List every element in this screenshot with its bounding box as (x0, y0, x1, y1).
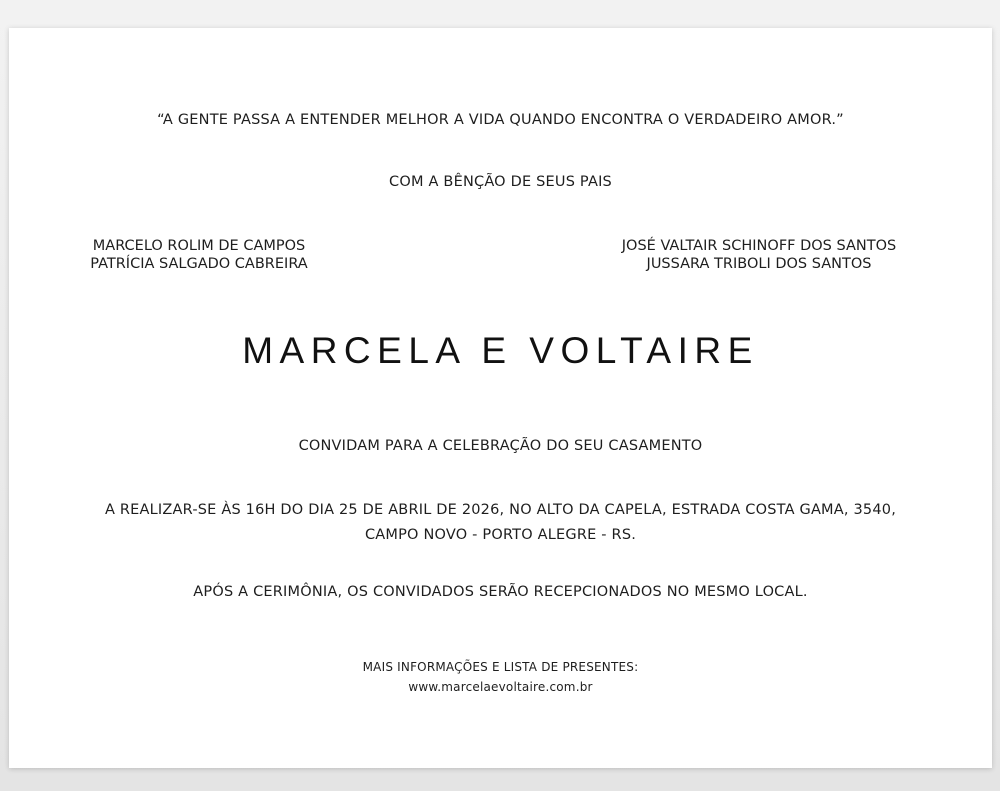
invitation-card (9, 28, 992, 768)
ceremony-details (9, 498, 992, 548)
groom-mother-name: JUSSARA TRIBOLI DOS SANTOS (646, 256, 872, 272)
groom-father-name: JOSÉ VALTAIR SCHINOFF DOS SANTOS (621, 238, 897, 254)
website-link[interactable]: www.marcelaevoltaire.com.br (408, 680, 593, 694)
ceremony-details-line: A REALIZAR-SE ÀS 16H DO DIA 25 DE ABRIL DE 2026, NO ALTO DA CAPELA, ESTRADA COSTA GAMA, 3540, (104, 502, 897, 518)
more-info-label: MAIS INFORMAÇÕES E LISTA DE PRESENTES: (362, 660, 639, 674)
bride-parents (69, 237, 329, 273)
blessing-text: COM A BÊNÇÃO DE SEUS PAIS (389, 174, 612, 190)
invite-text: CONVIDAM PARA A CELEBRAÇÃO DO SEU CASAMENTO (298, 438, 703, 454)
bride-father-name: MARCELO ROLIM DE CAMPOS (92, 238, 306, 254)
couple-names: MARCELA E VOLTAIRE (242, 330, 759, 371)
groom-parents (599, 237, 919, 273)
bride-mother-name: PATRÍCIA SALGADO CABREIRA (90, 256, 308, 272)
ceremony-details-line: CAMPO NOVO - PORTO ALEGRE - RS. (364, 527, 637, 543)
more-info (9, 657, 992, 697)
reception-text: APÓS A CERIMÔNIA, OS CONVIDADOS SERÃO RECEPCIONADOS NO MESMO LOCAL. (193, 584, 808, 600)
quote-text: “A GENTE PASSA A ENTENDER MELHOR A VIDA QUANDO ENCONTRA O VERDADEIRO AMOR.” (157, 112, 844, 128)
